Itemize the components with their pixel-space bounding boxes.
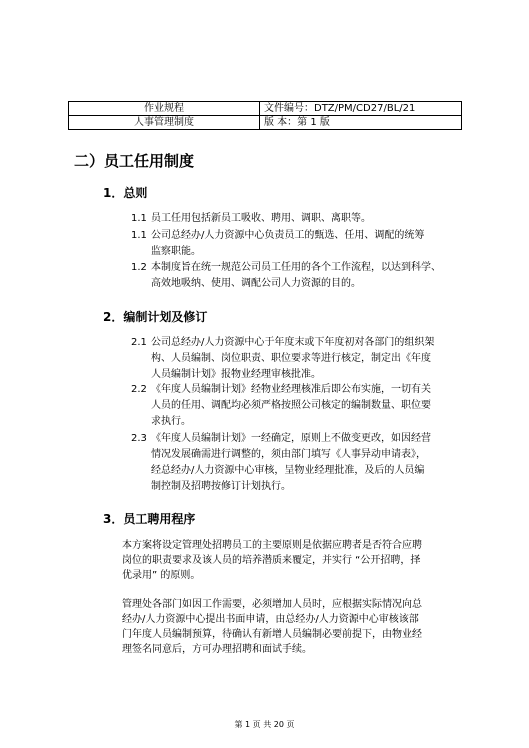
item-text: 公司总经办/人力资源中心负责员工的甄选、任用、调配的统筹	[151, 230, 425, 241]
document-header-table	[68, 101, 462, 130]
paragraph-line: 本方案将设定管理处招聘员工的主要原则是依据应聘者是否符合应聘	[122, 540, 422, 551]
section-title: 二）员工任用制度	[74, 152, 195, 170]
item-text: 制控制及招聘按修订计划执行。	[151, 481, 291, 492]
paragraph-line: 管理处各部门如因工作需要，必须增加人员时，应根据实际情况向总	[122, 599, 422, 610]
item-text: 构、人员编制、岗位职责、职位要求等进行核定，制定出《年度	[151, 353, 431, 364]
doc-number: 文件编号：DTZ/PM/CD27/BL/21	[260, 102, 462, 116]
list-item	[131, 335, 434, 351]
page-footer: 第 1 页 共 20 页	[234, 720, 295, 729]
subsection-heading: 2．编制计划及修订	[103, 310, 208, 324]
item-number: 2.2	[131, 384, 147, 395]
item-number: 1.1	[131, 230, 147, 241]
doc-category: 作业规程	[69, 102, 260, 116]
doc-title: 人事管理制度	[69, 116, 260, 130]
item-text: 监察职能。	[151, 246, 201, 257]
subsection-heading: 1．总则	[103, 186, 148, 200]
paragraph-line: 经办/人力资源中心提出书面申请，由总经办/人力资源中心审核该部	[122, 614, 419, 625]
item-number: 2.3	[131, 433, 147, 444]
item-number: 2.1	[131, 337, 147, 348]
list-item	[131, 431, 431, 447]
item-text: 《年度人员编制计划》一经确定，原则上不做变更改，如因经营	[151, 433, 431, 444]
item-text: 经总经办/人力资源中心审核，呈物业经理批准，及后的人员编	[151, 465, 425, 476]
item-text: 人员的任用、调配均必须严格按照公司核定的编制数量、职位要	[151, 400, 431, 411]
header-row	[69, 102, 462, 116]
list-item	[131, 382, 431, 398]
header-row	[69, 116, 462, 130]
item-number: 1.2	[131, 262, 147, 273]
item-text: 高效地吸纳、使用、调配公司人力资源的目的。	[151, 278, 361, 289]
item-text: 员工任用包括新员工吸收、聘用、调职、离职等。	[151, 213, 371, 224]
paragraph-line: 门年度人员编制预算，待确认有新增人员编制必要前提下，由物业经	[122, 629, 422, 640]
list-item	[131, 260, 441, 276]
doc-version: 版 本：第 1 版	[260, 116, 462, 130]
item-text: 情况发展确需进行调整的，须由部门填写《人事异动申请表》，	[151, 449, 426, 460]
paragraph-line: 理签名同意后，方可办理招聘和面试手续。	[122, 644, 312, 655]
item-text: 人员编制计划》报物业经理审核批准。	[151, 369, 321, 380]
list-item	[131, 228, 424, 244]
paragraph-line: 优录用” 的原则。	[122, 570, 201, 581]
item-text: 公司总经办/人力资源中心于年度末或下年度初对各部门的组织架	[151, 337, 435, 348]
item-text: 《年度人员编制计划》经物业经理核准后即公布实施，一切有关	[151, 384, 431, 395]
item-number: 1.1	[131, 213, 147, 224]
subsection-heading: 3．员工聘用程序	[103, 512, 196, 526]
list-item	[131, 211, 371, 227]
item-text: 求执行。	[151, 416, 191, 427]
item-text: 本制度旨在统一规范公司员工任用的各个工作流程，以达到科学、	[151, 262, 441, 273]
paragraph-line: 岗位的职责要求及该人员的培养潜质来覆定，并实行 “公开招聘，择	[122, 555, 421, 566]
